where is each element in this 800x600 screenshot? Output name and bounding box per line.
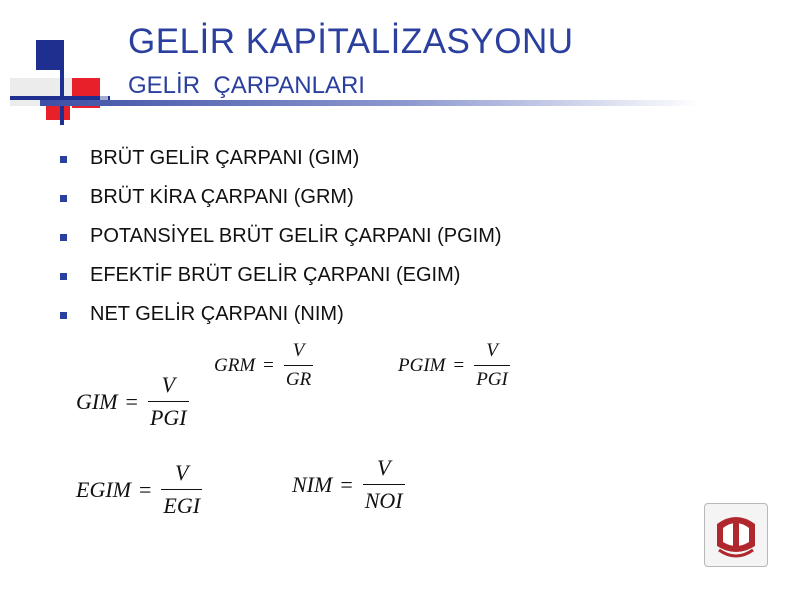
slide-title: GELİR KAPİTALİZASYONU: [128, 22, 574, 61]
formula-lhs: EGIM: [76, 476, 131, 502]
fraction: [474, 340, 510, 391]
formula-nim: [292, 455, 405, 514]
formula-lhs: NIM: [292, 471, 333, 497]
fraction: [161, 460, 202, 519]
fraction: [148, 372, 189, 431]
bullet-text: NET GELİR ÇARPANI (NIM): [90, 303, 344, 325]
list-item: [60, 147, 502, 186]
formula-lhs: GIM: [76, 388, 118, 414]
equals-sign: =: [453, 354, 465, 376]
list-item: [60, 186, 502, 225]
numerator: V: [161, 372, 176, 397]
numerator: V: [175, 460, 189, 485]
university-logo-icon[interactable]: [704, 503, 768, 567]
numerator: V: [376, 455, 391, 480]
square-bullet-icon: [60, 195, 67, 202]
square-bullet-icon: [60, 156, 67, 163]
formula-gim: [76, 372, 189, 431]
equals-sign: =: [138, 476, 152, 502]
title-divider: [40, 100, 700, 106]
bullet-text: EFEKTİF BRÜT GELİR ÇARPANI (EGIM): [90, 264, 461, 286]
corner-decoration: [0, 0, 130, 135]
bullet-text: POTANSİYEL BRÜT GELİR ÇARPANI (PGIM): [90, 225, 502, 247]
formula-grm: [214, 340, 313, 391]
formula-lhs: PGIM: [398, 354, 446, 376]
numerator: V: [486, 340, 498, 361]
list-item: [60, 264, 502, 303]
bullet-text: BRÜT KİRA ÇARPANI (GRM): [90, 186, 354, 208]
bullet-text: BRÜT GELİR ÇARPANI (GIM): [90, 147, 360, 169]
formula-pgim: [398, 340, 510, 391]
list-item: [60, 303, 502, 342]
denominator: NOI: [363, 484, 405, 514]
equals-sign: =: [340, 471, 353, 497]
fraction: [363, 455, 405, 514]
bullet-list: [60, 147, 502, 342]
square-bullet-icon: [60, 312, 67, 319]
square-bullet-icon: [60, 234, 67, 241]
denominator: PGI: [148, 401, 189, 431]
list-item: [60, 225, 502, 264]
square-bullet-icon: [60, 273, 67, 280]
numerator: V: [292, 340, 305, 361]
denominator: PGI: [474, 365, 510, 391]
fraction: [284, 340, 313, 391]
denominator: GR: [284, 365, 313, 391]
equals-sign: =: [263, 354, 274, 376]
slide-subtitle: GELİR ÇARPANLARI: [128, 72, 365, 99]
formula-lhs: GRM: [214, 354, 256, 376]
denominator: EGI: [161, 489, 202, 519]
formula-egim: [76, 460, 202, 519]
equals-sign: =: [125, 388, 138, 414]
